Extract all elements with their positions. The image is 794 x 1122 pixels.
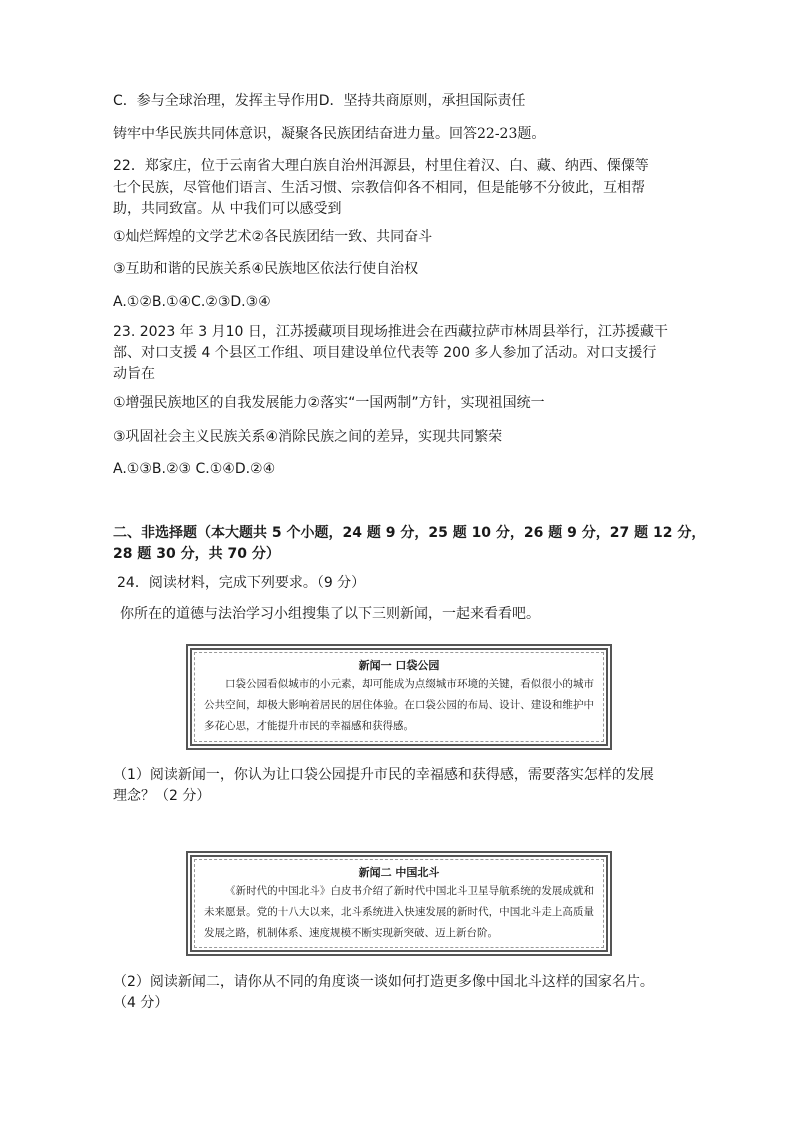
q24-stem: 24．阅读材料，完成下列要求。（9 分） [117,575,366,591]
q21-options-cd: C．参与全球治理，发挥主导作用D．坚持共商原则，承担国际责任 [113,93,526,109]
news1-box [186,644,612,750]
news2-box [186,851,612,956]
q24-part1-line2: 理念？（2 分） [113,788,211,804]
q22-options-34: ③互助和谐的民族关系④民族地区依法行使自治权 [113,261,419,277]
q24-part2-line2: （4 分） [113,995,169,1011]
news2-body: 《新时代的中国北斗》白皮书介绍了新时代中国北斗卫星导航系统的发展成就和未来愿景。党的十八大以来，北斗系统进入快速发展的新时代，中国北斗走上高质量发展之路，机制体系、速度规模不断实现新突破、迈上新台阶。 [204,885,594,939]
q22-stem-line1: 22．郑家庄，位于云南省大理白族自治州洱源县，村里住着汉、白、藏、纳西、傈僳等 [113,158,649,174]
q22-answer-choices: A.①②B.①④C.②③D.③④ [113,294,271,310]
q24-part1-line1: （1）阅读新闻一，你认为让口袋公园提升市民的幸福感和获得感，需要落实怎样的发展 [113,767,654,783]
q24-part2-line1: （2）阅读新闻二，请你从不同的角度谈一谈如何打造更多像中国北斗这样的国家名片。 [113,974,654,990]
q23-stem-line3: 动旨在 [113,366,155,382]
q22-stem-line2: 七个民族，尽管他们语言、生活习惯、宗教信仰各不相同，但是能够不分彼此，互相帮 [113,180,645,196]
news1-title: 新闻一 口袋公园 [358,659,440,672]
news1-body: 口袋公园看似城市的小元素，却可能成为点缀城市环境的关键，看似很小的城市公共空间，却极大影响着居民的居住体验。在口袋公园的布局、设计、建设和维护中多花心思，才能提升市民的幸福感和获得感。 [204,678,594,732]
news2-title: 新闻二 中国北斗 [358,866,440,879]
q22-options-12: ①灿烂辉煌的文学艺术②各民族团结一致、共同奋斗 [113,229,433,245]
q24-intro: 你所在的道德与法治学习小组搜集了以下三则新闻，一起来看看吧。 [120,606,540,622]
material-intro: 铸牢中华民族共同体意识，凝聚各民族团结奋进力量。回答22-23题。 [113,126,546,142]
q23-answer-choices: A.①③B.②③ C.①④D.②④ [113,461,276,477]
q23-options-12: ①增强民族地区的自我发展能力②落实“一国两制”方针，实现祖国统一 [113,395,545,411]
q23-options-34: ③巩固社会主义民族关系④消除民族之间的差异，实现共同繁荣 [113,429,503,445]
q22-stem-line3: 助，共同致富。从 中我们可以感受到 [113,201,342,217]
q23-stem-line2: 部、对口支援 4 个县区工作组、项目建设单位代表等 200 多人参加了活动。对口支援行 [113,345,657,361]
section2-heading-line2: 28 题 30 分，共 70 分） [113,546,280,562]
q23-stem-line1: 23. 2023 年 3 月10 日，江苏援藏项目现场推进会在西藏拉萨市林周县举行，江苏援藏干 [113,324,668,340]
section2-heading-line1: 二、非选择题（本大题共 5 个小题，24 题 9 分，25 题 10 分，26 题 9 分，27 题 12 分， [113,525,706,541]
